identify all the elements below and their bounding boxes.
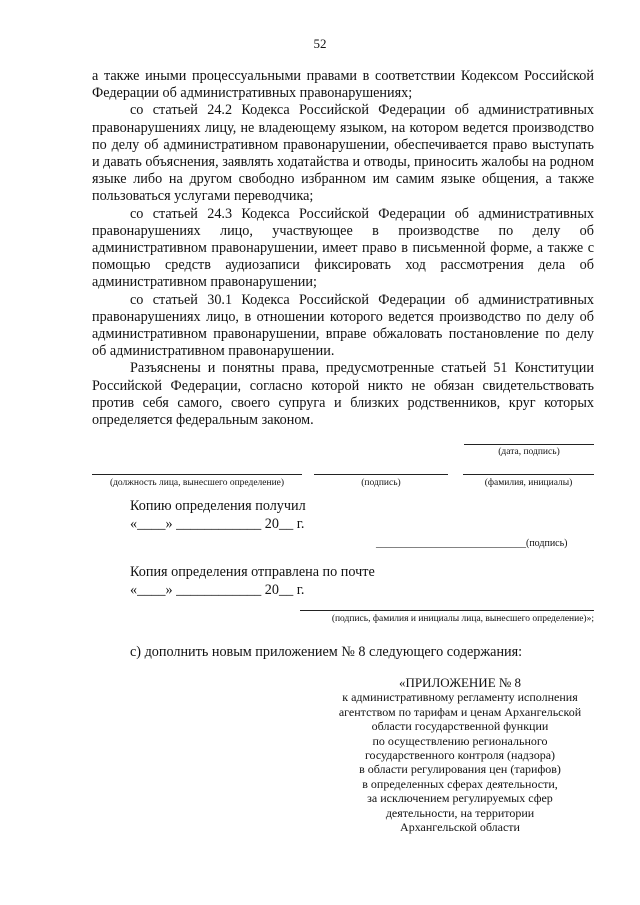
annex-line: по осуществлению регионального: [372, 733, 548, 748]
item-c-text: с) дополнить новым приложением № 8 следующего содержания:: [130, 644, 523, 660]
paragraph: со статьей 24.2 Кодекса Российской Федерации об административных правонарушениях лицу, не владеющему языком, на котором ведется производство по делу об административном правонарушении, обеспечивается право выступать и давать объяснения, заявлять ходатайства и отводы, приносить жалобы на родном языке либо на другом свободно избранном им самим языке общения, а также пользоваться услугами переводчика;: [92, 102, 594, 205]
signature-line: [314, 474, 448, 475]
annex-line: деятельности, на территории: [385, 805, 535, 820]
annex-line: «ПРИЛОЖЕНИЕ № 8: [398, 675, 522, 690]
paragraph: Разъяснены и понятны права, предусмотренные статьей 51 Конституции Российской Федерации, согласно которой никто не обязан свидетельствовать против себя самого, своего супруга и близких родственников, круг которых определяется федеральным законом.: [92, 360, 594, 429]
annex-line: области государственной функции: [371, 719, 549, 734]
copy-sent-date-line: «____» ____________ 20__ г.: [130, 582, 305, 598]
main-text: [92, 68, 594, 429]
annex-line: за исключением регулируемых сфер: [367, 791, 553, 806]
paragraph: со статьей 30.1 Кодекса Российской Федерации об административных правонарушениях лицо, в отношении которого ведется производство по делу об административном правонарушении, вправе обжаловать постановление по делу об административном правонарушении.: [92, 291, 594, 360]
annex-line: государственного контроля (надзора): [364, 748, 556, 763]
annex-line: Архангельской области: [400, 820, 520, 835]
annex-line: агентством по тарифам и ценам Архангельской: [338, 704, 582, 719]
annex-line: в определенных сферах деятельности,: [362, 776, 558, 791]
page-number: 52: [313, 36, 327, 51]
copy-received-signature: ______________________________(подпись): [376, 538, 568, 549]
position-line: [92, 474, 302, 475]
name-caption: (фамилия, инициалы): [484, 478, 573, 488]
paragraph: со статьей 24.3 Кодекса Российской Федерации об административных правонарушениях лицо, участвующее в производстве по делу об административном правонарушении, имеет право в письменной форме, а также с помощью средств аудиозаписи фиксировать ход рассмотрения дела об административном правонарушении;: [92, 205, 594, 291]
copy-sent-signature-line: [300, 610, 594, 611]
annex-line: к административному регламенту исполнения: [342, 690, 578, 705]
paragraph: а также иными процессуальными правами в соответствии Кодексом Российской Федерации об административных правонарушениях;: [92, 68, 594, 102]
date-signature-line: [464, 444, 594, 445]
copy-received-date-line: «____» ____________ 20__ г.: [130, 516, 305, 532]
name-line: [463, 474, 594, 475]
annex-heading: [300, 676, 620, 834]
annex-line: в области регулирования цен (тарифов): [359, 762, 561, 777]
copy-sent-signature-caption: (подпись, фамилия и инициалы лица, вынесшего определение)»;: [331, 614, 594, 624]
position-caption: (должность лица, вынесшего определение): [109, 478, 285, 488]
signature-caption: (подпись): [361, 478, 401, 488]
date-signature-caption: (дата, подпись): [498, 447, 560, 457]
copy-sent-title: Копия определения отправлена по почте: [130, 564, 375, 580]
copy-received-title: Копию определения получил: [130, 498, 306, 514]
